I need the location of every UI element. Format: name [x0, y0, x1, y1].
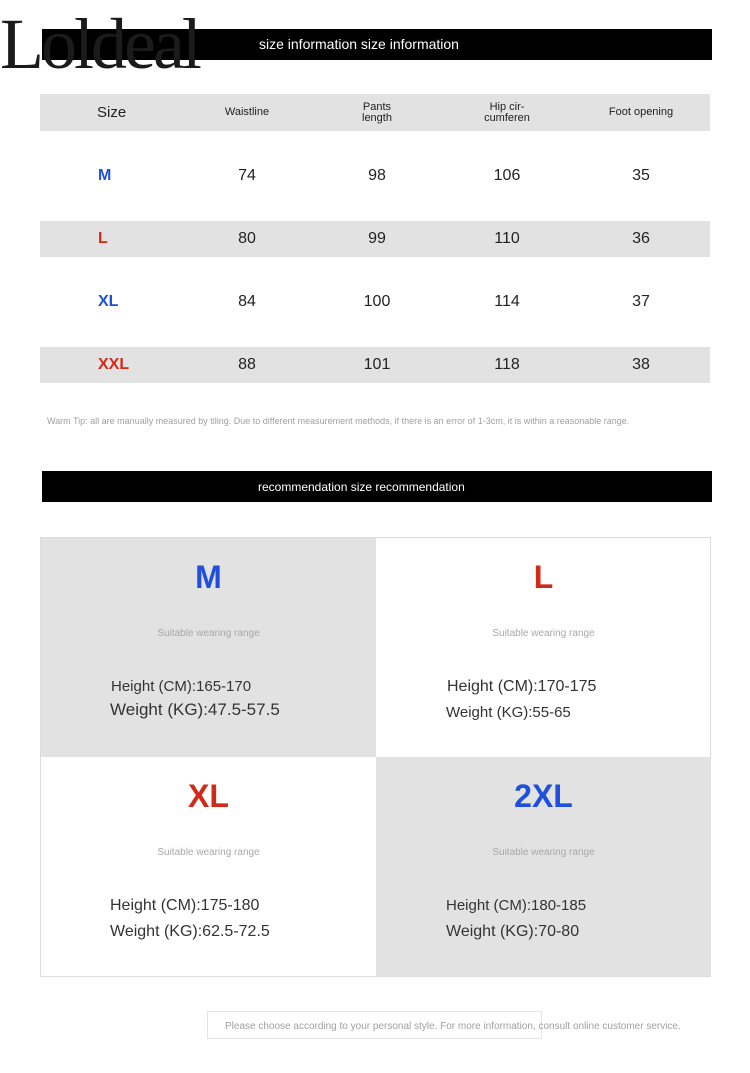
hip-value: 114 [494, 293, 520, 310]
recommendation-grid [40, 537, 711, 977]
size-label: XL [98, 293, 119, 310]
foot-opening-value: 37 [632, 293, 650, 310]
card-height-range: Height (CM):165-170 [111, 678, 252, 695]
foot-opening-value: 36 [632, 230, 650, 247]
table-row [40, 131, 710, 221]
hip-value: 110 [494, 230, 520, 247]
pants-length-value: 98 [368, 167, 386, 184]
waistline-value: 88 [238, 356, 256, 373]
foot-opening-value: 35 [632, 167, 650, 184]
card-height-range: Height (CM):180-185 [446, 897, 587, 914]
hip-value: 118 [494, 356, 520, 373]
waistline-value: 74 [238, 167, 256, 184]
pants-length-value: 101 [363, 356, 391, 373]
column-header-foot-opening: Foot opening [608, 106, 674, 118]
size-label: L [98, 230, 108, 247]
size-card-xl [41, 757, 376, 976]
card-size-label: L [533, 559, 554, 595]
waistline-value: 84 [238, 293, 256, 310]
pants-length-value: 100 [363, 293, 391, 310]
card-weight-range: Weight (KG):62.5-72.5 [110, 923, 270, 940]
size-card-l [376, 538, 711, 757]
hip-value: 106 [493, 167, 521, 184]
card-weight-range: Weight (KG):47.5-57.5 [110, 700, 280, 719]
size-card-2xl [376, 757, 711, 976]
size-card-m [41, 538, 376, 757]
card-weight-range: Weight (KG):55-65 [446, 704, 571, 721]
card-height-range: Height (CM):170-175 [447, 678, 597, 695]
card-subtitle: Suitable wearing range [492, 628, 595, 639]
size-info-title: size information size information [259, 36, 459, 52]
card-size-label: M [195, 559, 222, 595]
card-height-range: Height (CM):175-180 [110, 897, 260, 914]
card-size-label: 2XL [514, 778, 573, 814]
card-subtitle: Suitable wearing range [157, 847, 260, 858]
column-header-size: Size [97, 104, 127, 121]
column-header-hip: Hip cir- cumferen [484, 100, 530, 124]
size-label: XXL [98, 356, 130, 373]
card-size-label: XL [188, 778, 229, 814]
waistline-value: 80 [238, 230, 256, 247]
size-table [40, 94, 710, 383]
pants-length-value: 99 [368, 230, 386, 247]
table-row [40, 257, 710, 347]
footer-note: Please choose according to your personal style. For more information, consult online customer service. [225, 1021, 681, 1032]
recommendation-header [42, 471, 712, 502]
card-weight-range: Weight (KG):70-80 [446, 923, 580, 940]
foot-opening-value: 38 [632, 356, 650, 373]
card-subtitle: Suitable wearing range [492, 847, 595, 858]
table-row [40, 347, 710, 383]
brand-logo: Loldeal [0, 4, 199, 84]
column-header-pants-length: Pants length [362, 100, 392, 124]
size-label: M [98, 167, 112, 184]
table-row [40, 221, 710, 257]
card-subtitle: Suitable wearing range [157, 628, 260, 639]
measurement-tip: Warm Tip: all are manually measured by tiling. Due to different measurement methods, if there is an error of 1-3cm, it is within a reasonable range. [47, 416, 630, 426]
size-table-header-row [40, 94, 710, 131]
recommendation-title: recommendation size recommendation [258, 480, 465, 494]
column-header-waistline: Waistline [224, 106, 270, 118]
